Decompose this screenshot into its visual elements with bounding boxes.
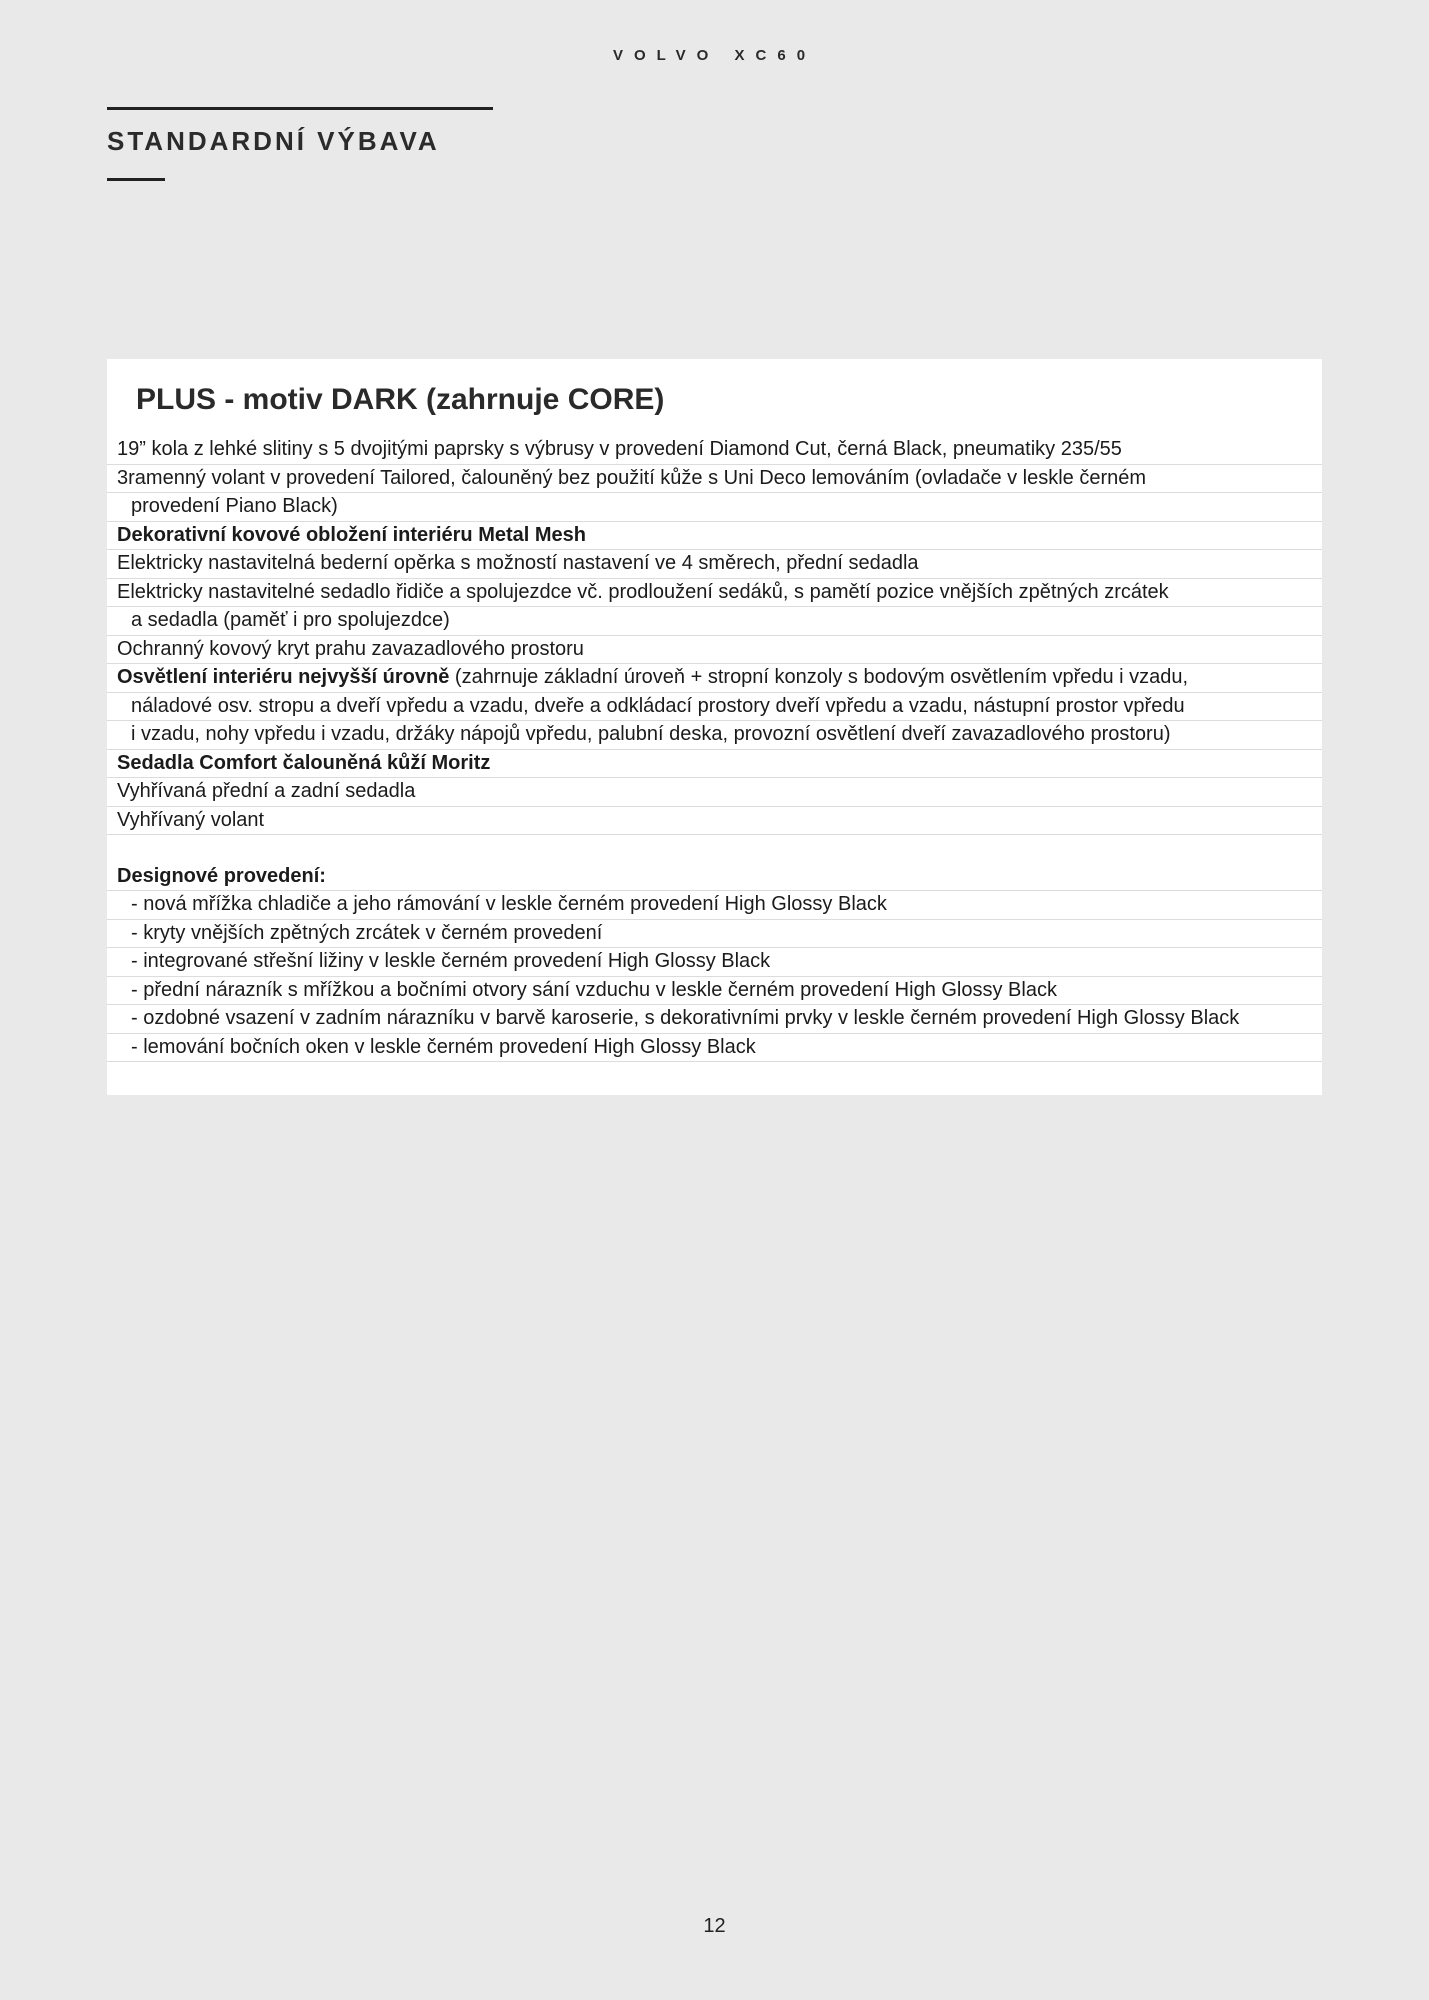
top-rule: [107, 107, 493, 110]
list-item: - lemování bočních oken v leskle černém provedení High Glossy Black: [107, 1034, 1322, 1063]
list-item: 3ramenný volant v provedení Tailored, čalouněný bez použití kůže s Uni Deco lemováním (ovladače v leskle černém: [107, 465, 1322, 494]
list-item: 19” kola z lehké slitiny s 5 dvojitými paprsky s výbrusy v provedení Diamond Cut, černá Black, pneumatiky 235/55: [107, 436, 1322, 465]
list-item: a sedadla (paměť i pro spolujezdce): [107, 607, 1322, 636]
list-item: - integrované střešní ližiny v leskle černém provedení High Glossy Black: [107, 948, 1322, 977]
list-spacer: [107, 835, 1322, 863]
list-item: - kryty vnějších zpětných zrcátek v černém provedení: [107, 920, 1322, 949]
list-item: Dekorativní kovové obložení interiéru Metal Mesh: [107, 522, 1322, 551]
list-item: Vyhřívaný volant: [107, 807, 1322, 836]
list-item: Sedadla Comfort čalouněná kůží Moritz: [107, 750, 1322, 779]
list-item: i vzadu, nohy vpředu i vzadu, držáky nápojů vpředu, palubní deska, provozní osvětlení dveří zavazadlového prostoru): [107, 721, 1322, 750]
equipment-list: [107, 436, 1322, 1062]
list-item: Vyhřívaná přední a zadní sedadla: [107, 778, 1322, 807]
list-item: Ochranný kovový kryt prahu zavazadlového prostoru: [107, 636, 1322, 665]
list-item: Elektricky nastavitelné sedadlo řidiče a spolujezdce vč. prodloužení sedáků, s pamětí pozice vnějších zpětných zrcátek: [107, 579, 1322, 608]
list-item: - nová mřížka chladiče a jeho rámování v leskle černém provedení High Glossy Black: [107, 891, 1322, 920]
page-number: 12: [703, 1915, 726, 1937]
running-head: VOLVO XC60: [612, 47, 817, 64]
list-item: Elektricky nastavitelná bederní opěrka s možností nastavení ve 4 směrech, přední sedadla: [107, 550, 1322, 579]
list-item: - ozdobné vsazení v zadním nárazníku v barvě karoserie, s dekorativními prvky v leskle černém provedení High Glossy Black: [107, 1005, 1322, 1034]
list-item: náladové osv. stropu a dveří vpředu a vzadu, dveře a odkládací prostory dveří vpředu a vzadu, nástupní prostor vpředu: [107, 693, 1322, 722]
list-item: Osvětlení interiéru nejvyšší úrovně (zahrnuje základní úroveň + stropní konzoly s bodovým osvětlením vpředu i vzadu,: [107, 664, 1322, 693]
list-item: - přední nárazník s mřížkou a bočními otvory sání vzduchu v leskle černém provedení High Glossy Black: [107, 977, 1322, 1006]
panel-title: PLUS - motiv DARK (zahrnuje CORE): [136, 383, 665, 416]
section-title: STANDARDNÍ VÝBAVA: [107, 126, 440, 156]
list-heading: Designové provedení:: [107, 863, 1322, 892]
list-item: provedení Piano Black): [107, 493, 1322, 522]
title-underline: [107, 178, 165, 181]
equipment-panel: [107, 359, 1322, 1095]
